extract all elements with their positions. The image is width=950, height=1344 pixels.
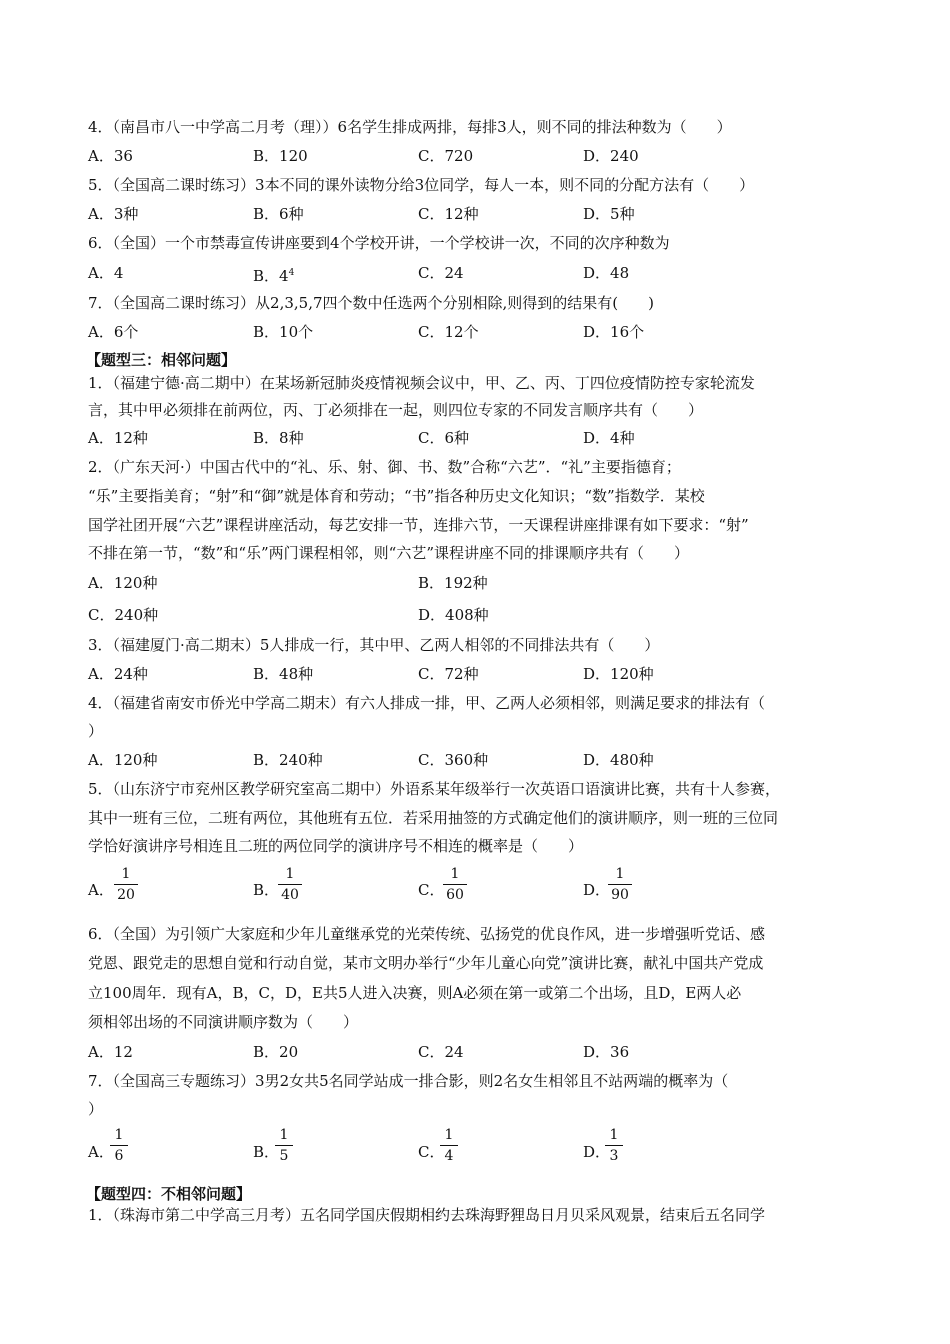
- section-heading-4: 【题型四：不相邻问题】: [86, 1185, 252, 1203]
- question-text-line: 5．（山东济宁市兖州区教学研究室高二期中）外语系某年级举行一次英语口语演讲比赛，共有十人参赛，: [88, 780, 781, 798]
- option-a: A．: [88, 881, 114, 899]
- fraction: [108, 1127, 130, 1164]
- option-d: D．: [583, 881, 611, 899]
- option-b: B．20: [253, 1043, 299, 1061]
- numerator: 1: [615, 866, 625, 882]
- question-text-line: ）: [88, 1100, 104, 1118]
- option-b: B．: [253, 881, 280, 899]
- option-b: B．6种: [253, 205, 304, 223]
- fraction: [438, 1127, 460, 1164]
- question-text-line: 4．（福建省南安市侨光中学高二期末）有六人排成一排，甲、乙两人必须相邻，则满足要求的排法有（: [88, 694, 766, 712]
- option-a: A．120种: [88, 574, 158, 592]
- option-a: A．: [88, 1143, 114, 1161]
- question-text-line: 须相邻出场的不同演讲顺序数为（ ）: [88, 1013, 359, 1031]
- option-c: C．12种: [418, 205, 479, 223]
- question-text-line: 1．（福建宁德·高二期中）在某场新冠肺炎疫情视频会议中，甲、乙、丙、丁四位疫情防控专家轮流发: [88, 374, 755, 392]
- numerator: 1: [444, 1127, 454, 1143]
- question-text-line: 立100周年．现有A，B，C，D，E共5人进入决赛，则A必须在第一或第二个出场，且D，E两人必: [88, 984, 742, 1002]
- fraction: [441, 866, 469, 903]
- option-c: C．240种: [88, 606, 159, 624]
- option-a: A．4: [88, 264, 124, 282]
- option-b: B．10个: [253, 323, 314, 341]
- option-b: B．240种: [253, 751, 323, 769]
- denominator: 4: [444, 1148, 454, 1164]
- fraction: [112, 866, 140, 903]
- option-d: D．120种: [583, 665, 654, 683]
- question-text-line: 3．（福建厦门·高二期末）5人排成一行，其中甲、乙两人相邻的不同排法共有（ ）: [88, 636, 660, 654]
- numerator: 1: [609, 1127, 619, 1143]
- option-d: D．4种: [583, 429, 635, 447]
- question-text-line: 学恰好演讲序号相连且二班的两位同学的演讲序号不相连的概率是（ ）: [88, 837, 584, 855]
- fraction: [276, 866, 304, 903]
- option-b-base: B．4: [253, 267, 289, 285]
- numerator: 1: [285, 866, 295, 882]
- option-b: B．48种: [253, 665, 314, 683]
- option-d: D．: [583, 1143, 611, 1161]
- option-c: C．6种: [418, 429, 470, 447]
- option-a: A．6个: [88, 323, 139, 341]
- denominator: 3: [609, 1148, 619, 1164]
- option-c: C．: [418, 881, 445, 899]
- denominator: 20: [117, 887, 135, 903]
- option-a: A．120种: [88, 751, 158, 769]
- numerator: 1: [121, 866, 131, 882]
- option-a: A．12种: [88, 429, 148, 447]
- option-d: D．16个: [583, 323, 645, 341]
- option-c: C．24: [418, 1043, 464, 1061]
- fraction: [273, 1127, 295, 1164]
- numerator: 1: [279, 1127, 289, 1143]
- section-heading-3: 【题型三：相邻问题】: [86, 351, 237, 369]
- option-c: C．: [418, 1143, 445, 1161]
- option-d: D．5种: [583, 205, 635, 223]
- option-b: B．120: [253, 147, 308, 165]
- option-c: C．720: [418, 147, 474, 165]
- numerator: 1: [114, 1127, 124, 1143]
- question-text-line: 国学社团开展“六艺”课程讲座活动，每艺安排一节，连排六节，一天课程讲座排课有如下要求：“射”: [88, 516, 749, 534]
- option-b: B．8种: [253, 429, 304, 447]
- option-d: D．480种: [583, 751, 654, 769]
- option-a: A．24种: [88, 665, 148, 683]
- fraction: [603, 1127, 625, 1164]
- option-b-exponent: 4: [288, 268, 295, 278]
- option-b: [253, 263, 294, 286]
- option-c: C．24: [418, 264, 464, 282]
- question-text-line: 党恩、跟党走的思想自觉和行动自觉，某市文明办举行“少年儿童心向党”演讲比赛，献礼中国共产党成: [88, 954, 764, 972]
- option-b: B．192种: [418, 574, 488, 592]
- option-a: A．36: [88, 147, 133, 165]
- option-c: C．12个: [418, 323, 479, 341]
- question-text-line: 1．（珠海市第二中学高三月考）五名同学国庆假期相约去珠海野狸岛日月贝采风观景，结束后五名同学: [88, 1206, 766, 1224]
- option-b: B．: [253, 1143, 280, 1161]
- option-d: D．408种: [418, 606, 489, 624]
- question-text-line: “乐”主要指美育；“射”和“御”就是体育和劳动；“书”指各种历史文化知识；“数”指数学．某校: [88, 487, 705, 505]
- fraction: [606, 866, 634, 903]
- option-c: C．360种: [418, 751, 489, 769]
- denominator: 60: [446, 887, 464, 903]
- question-6-text: 6．（全国）一个市禁毒宣传讲座要到4个学校开讲，一个学校讲一次，不同的次序种数为: [88, 234, 670, 252]
- question-4-text: 4．（南昌市八一中学高二月考（理））6名学生排成两排，每排3人，则不同的排法种数为（ ）: [88, 118, 732, 136]
- denominator: 5: [279, 1148, 289, 1164]
- denominator: 40: [281, 887, 299, 903]
- option-d: D．48: [583, 264, 630, 282]
- question-text-line: ）: [88, 722, 104, 740]
- option-a: A．3种: [88, 205, 139, 223]
- numerator: 1: [450, 866, 460, 882]
- option-a: A．12: [88, 1043, 133, 1061]
- question-text-line: 7．（全国高三专题练习）3男2女共5名同学站成一排合影，则2名女生相邻且不站两端的概率为（: [88, 1072, 729, 1090]
- option-d: D．240: [583, 147, 639, 165]
- denominator: 90: [611, 887, 629, 903]
- option-c: C．72种: [418, 665, 479, 683]
- question-text-line: 6．（全国）为引领广大家庭和少年儿童继承党的光荣传统、弘扬党的优良作风，进一步增强听党话、感: [88, 925, 766, 943]
- question-text-line: 不排在第一节，“数”和“乐”两门课程相邻，则“六艺”课程讲座不同的排课顺序共有（ ）: [88, 544, 690, 562]
- question-5-text: 5．（全国高二课时练习）3本不同的课外读物分给3位同学，每人一本，则不同的分配方法有（ ）: [88, 176, 755, 194]
- option-d: D．36: [583, 1043, 630, 1061]
- question-text-line: 言，其中甲必须排在前两位，丙、丁必须排在一起，则四位专家的不同发言顺序共有（ ）: [88, 401, 704, 419]
- question-7-text: 7．（全国高二课时练习）从2,3,5,7四个数中任选两个分别相除,则得到的结果有( ): [88, 294, 654, 312]
- denominator: 6: [114, 1148, 124, 1164]
- question-text-line: 其中一班有三位，二班有两位，其他班有五位．若采用抽签的方式确定他们的演讲顺序，则一班的三位同: [88, 809, 779, 827]
- question-text-line: 2．（广东天河·）中国古代中的“礼、乐、射、御、书、数”合称“六艺”．“礼”主要指德育；: [88, 458, 681, 476]
